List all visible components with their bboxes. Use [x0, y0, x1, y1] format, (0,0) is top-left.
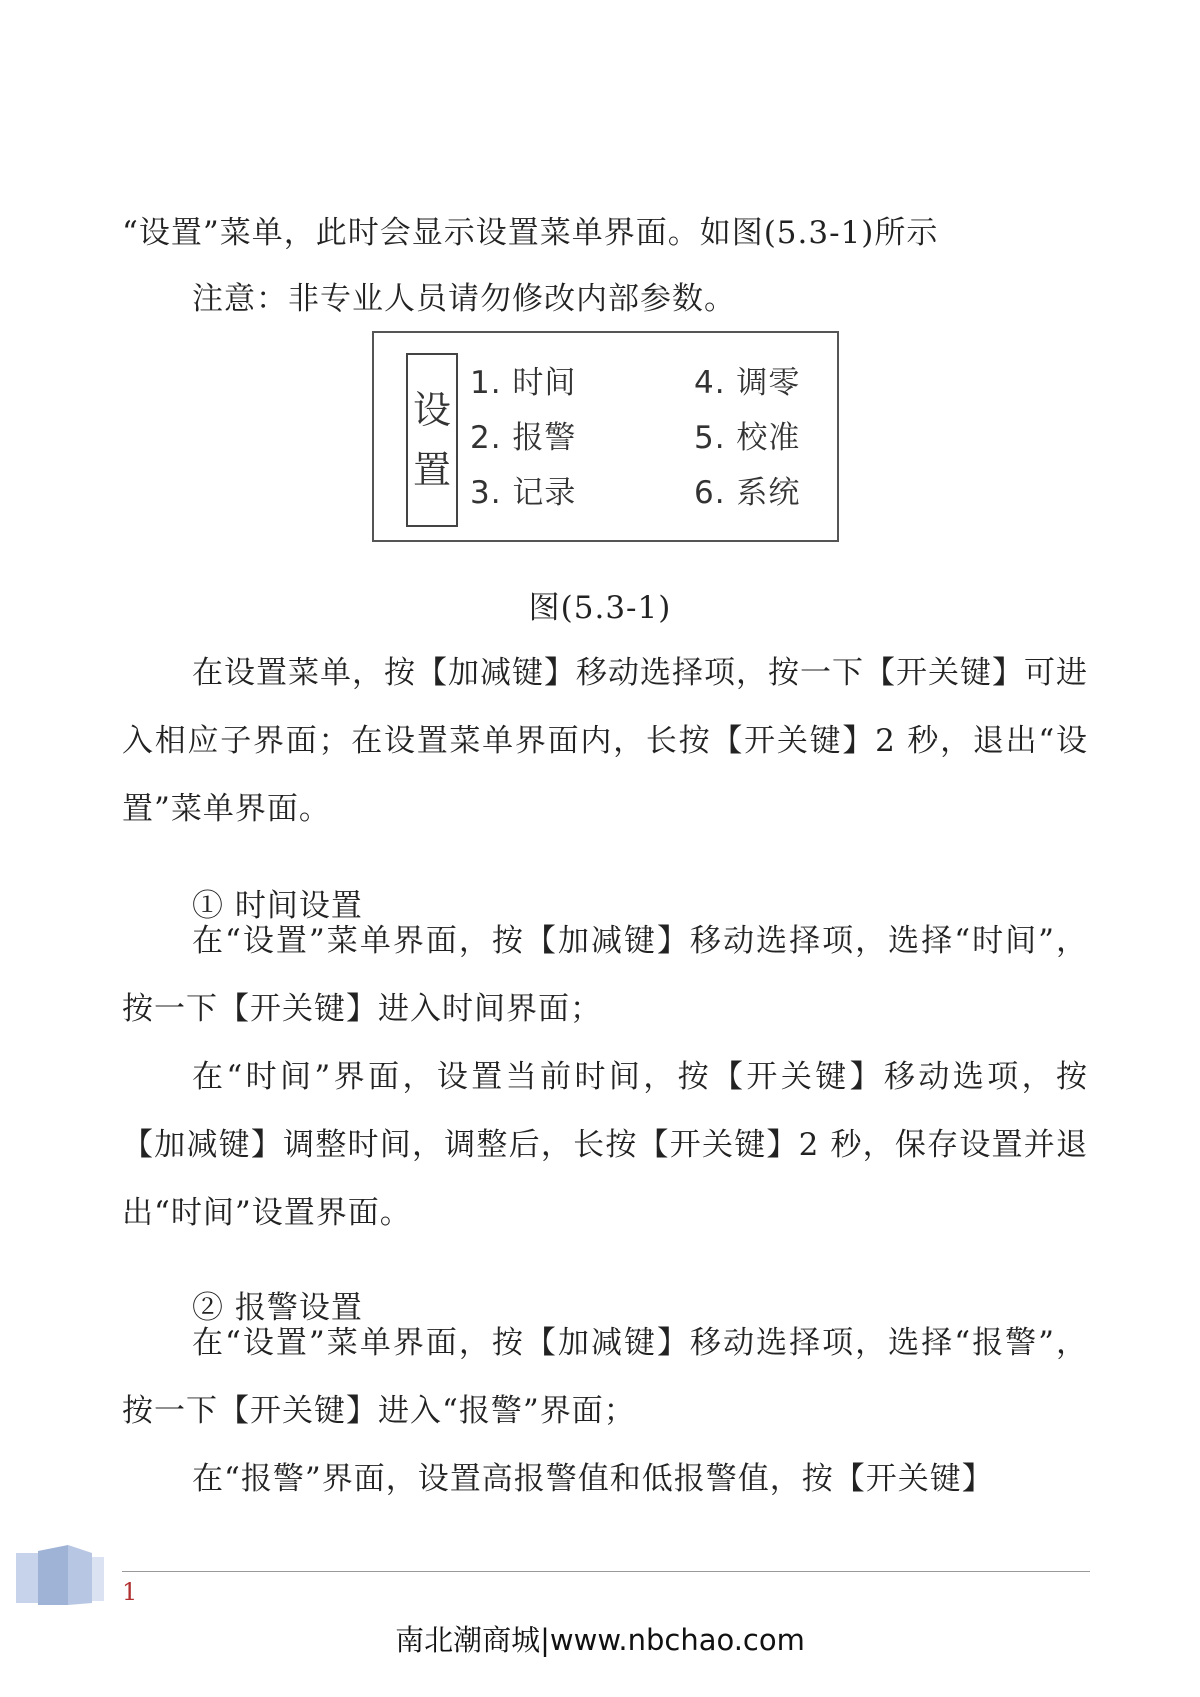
heading-time-settings: ① 时间设置: [192, 888, 363, 924]
figure-item-zero: 4. 调零: [694, 365, 801, 401]
book-icon: [10, 1543, 110, 1613]
paragraph-time-enter: 在“设置”菜单界面，按【加减键】移动选择项，选择“时间”，按一下【开关键】进入时间界面；: [122, 923, 1088, 1027]
figure-item-alarm: 2. 报警: [470, 420, 577, 456]
figure-item-record: 3. 记录: [470, 475, 577, 511]
figure-title-box: [406, 353, 458, 527]
paragraph-alarm-enter: 在“设置”菜单界面，按【加减键】移动选择项，选择“报警”，按一下【开关键】进入“报警”界面；: [122, 1325, 1088, 1429]
figure-title-char: 设: [412, 388, 451, 432]
paragraph-note: 注意：非专业人员请勿修改内部参数。: [192, 281, 736, 317]
figure-item-calibrate: 5. 校准: [694, 420, 801, 456]
site-watermark: 南北潮商城|www.nbchao.com: [395, 1623, 805, 1657]
page-number: 1: [122, 1578, 138, 1606]
figure-item-time: 1. 时间: [470, 365, 577, 401]
figure-caption: 图(5.3-1): [528, 590, 672, 626]
paragraph-alarm-values: 在“报警”界面，设置高报警值和低报警值，按【开关键】: [192, 1461, 994, 1497]
paragraph-menu-intro: “设置”菜单，此时会显示设置菜单界面。如图(5.3-1)所示: [122, 215, 939, 251]
settings-menu-figure: [372, 331, 839, 542]
paragraph-menu-navigation: 在设置菜单，按【加减键】移动选择项，按一下【开关键】可进入相应子界面；在设置菜单界面内，长按【开关键】2 秒，退出“设置”菜单界面。: [122, 655, 1088, 827]
figure-title-char: 置: [412, 448, 451, 492]
paragraph-time-adjust: 在“时间”界面，设置当前时间，按【开关键】移动选项，按【加减键】调整时间，调整后，长按【开关键】2 秒，保存设置并退出“时间”设置界面。: [122, 1059, 1088, 1231]
footer-divider: [122, 1571, 1090, 1572]
heading-alarm-settings: ② 报警设置: [192, 1290, 363, 1326]
figure-item-system: 6. 系统: [694, 475, 801, 511]
